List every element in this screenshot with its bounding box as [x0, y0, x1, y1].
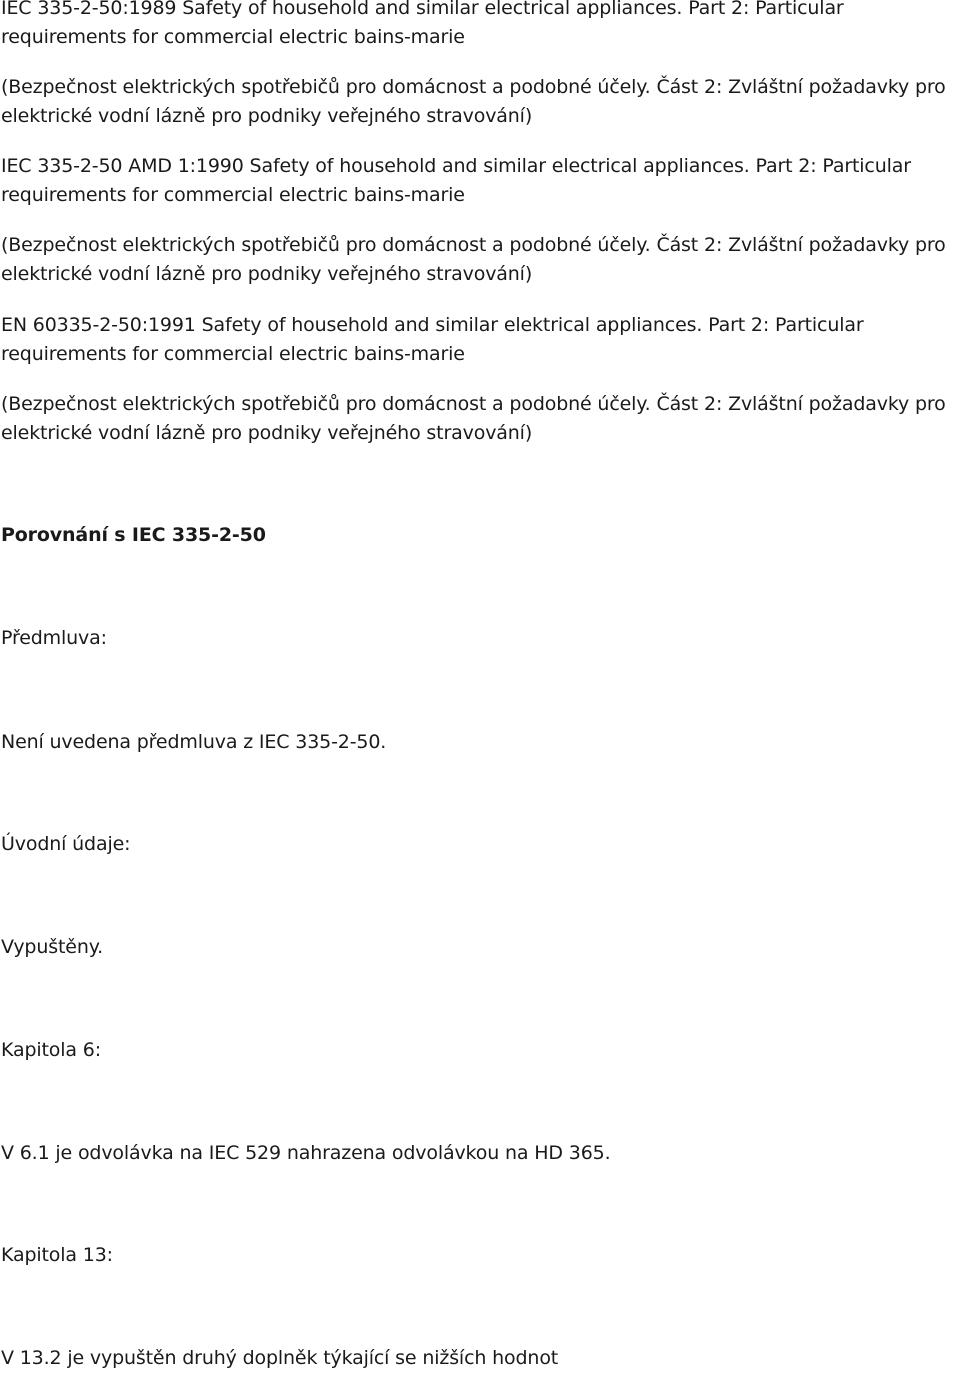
standard-3-title-en: [1, 311, 864, 369]
chapter-13-label: Kapitola 13:: [1, 1244, 113, 1266]
standard-2-en-line-2: requirements for commercial electric bains-marie: [1, 184, 465, 206]
preface-text: Není uvedena předmluva z IEC 335-2-50.: [1, 731, 387, 753]
standard-3-cs-line-1: (Bezpečnost elektrických spotřebičů pro domácnost a podobné účely. Část 2: Zvláštní požadavky pro: [1, 393, 946, 415]
comparison-heading: Porovnání s IEC 335-2-50: [1, 524, 266, 546]
standard-2-cs-line-1: (Bezpečnost elektrických spotřebičů pro domácnost a podobné účely. Část 2: Zvláštní požadavky pro: [1, 234, 946, 256]
standard-1-cs-line-1: (Bezpečnost elektrických spotřebičů pro domácnost a podobné účely. Část 2: Zvláštní požadavky pro: [1, 76, 946, 98]
preface-label: Předmluva:: [1, 627, 107, 649]
standard-3-cs-line-2: elektrické vodní lázně pro podniky veřejného stravování): [1, 422, 533, 444]
standard-2-en-line-1: IEC 335-2-50 AMD 1:1990 Safety of household and similar electrical appliances. Part 2: Particular: [1, 155, 911, 177]
chapter-6-label: Kapitola 6:: [1, 1039, 101, 1061]
standard-3-en-line-2: requirements for commercial electric bains-marie: [1, 343, 465, 365]
standard-1-title-cs: [1, 73, 946, 131]
standard-1-en-line-2: requirements for commercial electric bains-marie: [1, 26, 465, 48]
standard-1-cs-line-2: elektrické vodní lázně pro podniky veřejného stravování): [1, 105, 533, 127]
chapter-6-text: V 6.1 je odvolávka na IEC 529 nahrazena odvolávkou na HD 365.: [1, 1142, 611, 1164]
chapter-13-text: V 13.2 je vypuštěn druhý doplněk týkající se nižších hodnot: [1, 1347, 559, 1369]
standard-3-en-line-1: EN 60335-2-50:1991 Safety of household and similar elektrical appliances. Part 2: Particular: [1, 314, 864, 336]
standard-3-title-cs: [1, 390, 946, 448]
standard-1-en-line-1: IEC 335-2-50:1989 Safety of household and similar electrical appliances. Part 2: Particular: [1, 0, 844, 19]
standard-1-title-en: [1, 0, 844, 52]
intro-text: Vypuštěny.: [1, 936, 103, 958]
standard-2-title-en: [1, 152, 911, 210]
standard-2-title-cs: [1, 231, 946, 289]
intro-label: Úvodní údaje:: [1, 833, 131, 855]
standard-2-cs-line-2: elektrické vodní lázně pro podniky veřejného stravování): [1, 263, 533, 285]
